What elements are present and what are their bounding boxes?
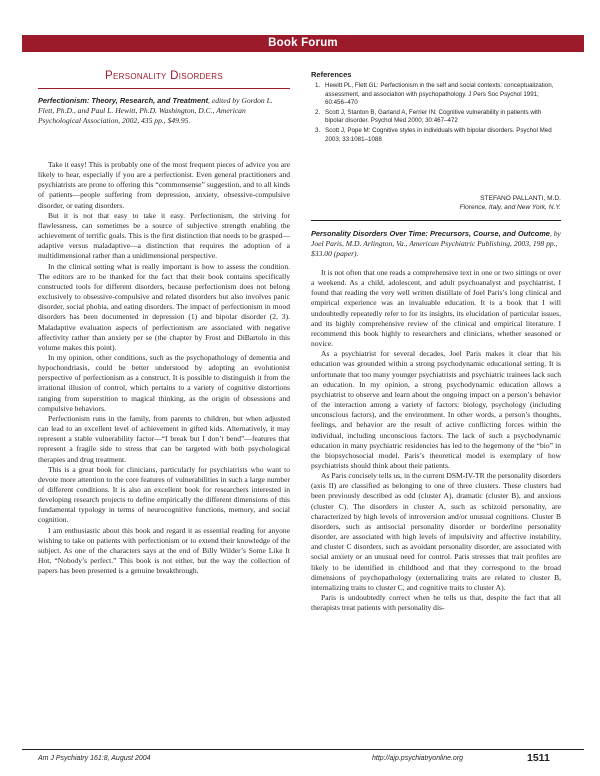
review1-paragraph: In my opinion, other conditions, such as the psychopathology of dementia and hypochondriasis, could be better understood by adopting an evolutionist perspective of perfectionism as a construct. It is possible to distinguish it from the irrational illusion of control, which pertains to a variety of cognitive distortions ranging from superstition to magical thinking, as the origin of obsessions and compulsive behaviors. (38, 352, 290, 413)
footer-rule (22, 749, 584, 750)
review1-title: Perfectionism: Theory, Research, and Treatment (38, 96, 209, 105)
reference-item: 2. Scott J, Stanton B, Garland A, Ferrier IN: Cognitive vulnerability in patients with bipolar disorder. Psychol Med 2000; 30:467–472 (315, 108, 542, 125)
review-separator (311, 220, 561, 221)
review2-header (311, 229, 561, 260)
review2-paragraph: As Paris concisely tells us, in the current DSM-IV-TR the personality disorders (axis II) are classified as belonging to one of three clusters. These clusters had been previously described as odd (cluster A), dramatic (cluster B), and anxious (cluster C). The disorders in cluster A, such as schizoid personality, are characterized by high levels of introversion and/or unusual cognitions. Cluster B disorders, such as antisocial personality disorder or borderline personality disorder, are associated with high levels of impulsivity and affective instability, and cluster C disorders, such as avoidant personality disorder, are associated with social anxiety or an unusual need for control. Paris stresses that trait profiles are likely to be identified in childhood and that they correspond to the broad dimensions of psychopathology (externalizing traits are related to cluster B, internalizing traits to cluster C, and cognitive traits to cluster A). (311, 471, 561, 592)
references-list (311, 82, 561, 145)
review2-paragraph: It is not often that one reads a comprehensive text in one or two sittings or over a weekend. As a child, adolescent, and adult psychoanalyst and psychiatrist, I found that reading the very well written distillate of Joel Paris’s long clinical and empirical experience was an invaluable education. It is a book that I will undoubtedly repeatedly refer to for its insights, its elucidation of particular issues, and its highly comprehensive review of the clinical and empirical literature. I recommend this book highly to researchers and clinicians, whether seasoned or novice. (311, 268, 561, 349)
references-heading: References (311, 70, 352, 79)
review1-paragraph: But it is not that easy to take it easy. Perfectionism, the striving for flawlessness, can sometimes be a source of subjective strength enabling the achievement of terrific goals. This is the first distinction that needs to be grasped—adaptive versus maladaptive—a distinction that requires the adoption of a multidimensional rather than a unidimensional perspective. (38, 210, 290, 261)
review1-paragraph: Take it easy! This is probably one of the most frequent pieces of advice you are likely to hear, especially if you are a perfectionist. Even general practitioners and psychiatrists are prone to offering this “commonsense” suggestion, and to all kinds of patients—people suffering from depression, anxiety, obsessive-compulsive disorder, or eating disorders. (38, 160, 290, 210)
review1-paragraph: This is a great book for clinicians, particularly for psychiatrists who want to devote more attention to the core features of vulnerabilities in such a large number of different conditions. It is also an excellent book for researchers interested in developing research projects to define empirically the different dimensions of this fundamental typology in terms of neurocognitive functions, memory, and social cognition. (38, 464, 290, 525)
section-title-rule (38, 88, 290, 89)
review1-paragraph: I am enthusiastic about this book and regard it as essential reading for anyone wishing to take on patients with perfectionism or to extend their knowledge of the subject. As one of the characters says at the end of Billy Wilder’s Some Like It Hot, “Nobody’s perfect.” This book is not either, but the way the collection of papers has been presented is a genuine breakthrough. (38, 525, 290, 576)
reference-item: 3. Scott J, Pope M: Cognitive styles in individuals with bipolar disorders. Psychol Med 2003; 33:1081–1088 (315, 126, 552, 143)
review2-paragraph: Paris is undoubtedly correct when he tells us that, despite the fact that all therapists treat patients with personality dis- (311, 593, 561, 613)
review2-meta: , by Joel Paris, M.D. Arlington, Va., American Psychiatric Publishing, 2003, 198 pp., $33.00 (paper). (311, 229, 561, 259)
review1-body (38, 160, 290, 576)
review1-signature (311, 194, 561, 212)
review1-paragraph: In the clinical setting what is really important is how to assess the condition. The editors are to be thanked for the fact that their book contains specifically constructed tools for different disorders, because perfectionism does not belong exclusively to obsessive-compulsive and related disorders but also involves panic disorder, social phobia, and eating disorders. The impact of perfectionism in mood disorders has been documented in depression (1) and bipolar disorder (2, 3). Maladaptive evaluation aspects of perfectionism are associated with negative affectivity rather than anxiety per se (the chapter by Frost and DiBartolo in this volume makes this point). (38, 261, 290, 352)
journal-citation: Am J Psychiatry 161:8, August 2004 (38, 755, 151, 762)
review2-body (311, 268, 561, 613)
journal-url[interactable]: http://ajp.psychiatryonline.org (372, 755, 464, 762)
book-forum-banner: Book Forum (22, 35, 584, 52)
review2-paragraph: As a psychiatrist for several decades, Joel Paris makes it clear that his education was grounded within a strong psychodynamic educational setting. It is unfortunate that too many younger psychiatrists and psychiatric trainees lack such an education. In my opinion, a strong psychodynamic education allows a psychiatrist to observe and learn about the ongoing impact on a person’s behavior of the interaction among a variety of factors: biology, psychology (including unconscious factors), and the environment. In other words, a person’s thoughts, feelings, and behavior are the result of active conflicting forces within the individual, including unconscious factors. The lack of such a psychodynamic education in many psychiatric residencies has led to the hegemony of the “bio” in the biopsychosocial model. Paris’s theoretical model is exemplary of how psychiatrists should think about their patients. (311, 349, 561, 470)
reviewer-name: STEFANO PALLANTI, M.D. (480, 195, 561, 202)
review1-paragraph: Perfectionism runs in the family, from parents to children, but when adjusted can lead to an excellent level of achievement in gifted kids. Alternatively, it may represent a stable vulnerability factor—“I break but I don’t bend”—features that represent a fragile side to stress that can be targeted with both psychological therapies and drug treatment. (38, 413, 290, 464)
reference-item: 1. Hewitt PL, Flett GL: Perfectionism in the self and social contexts: conceptualization, assessment, and association with psychopathology. J Pers Soc Psychol 1991; 60:456–470 (315, 82, 554, 107)
section-title: Personality Disorders (105, 70, 223, 82)
page-number: 1511 (527, 752, 550, 764)
review1-header (38, 96, 290, 127)
review1-meta: , edited by Gordon L. Flett, Ph.D., and Paul L. Hewitt, Ph.D. Washington, D.C., American Psychological Association, 2002, 435 pp., $49.95. (38, 96, 273, 126)
reviewer-affiliation: Florence, Italy, and New York, N.Y. (459, 204, 561, 211)
review2-title: Personality Disorders Over Time: Precursors, Course, and Outcome (311, 229, 550, 238)
